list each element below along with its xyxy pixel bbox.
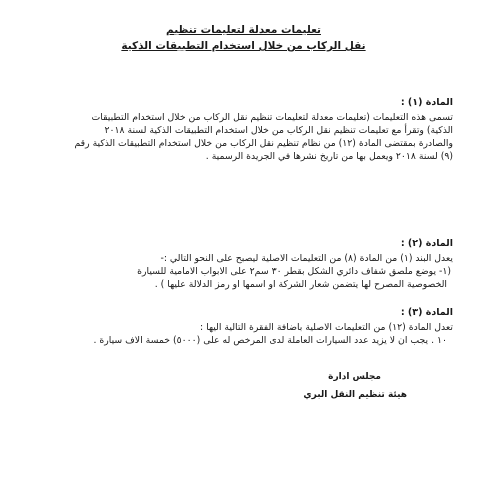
article-1-heading: المادة (١) : <box>400 97 453 108</box>
article-2-line-2: (١- يوضع ملصق شفاف دائري الشكل بقطر ٣٠ سم٢ على الابواب الامامية للسيارة <box>137 266 451 277</box>
signature-line-2: هيئة تنظيم النقل البري <box>303 390 407 400</box>
article-1-line-3: والصادرة بمقتضى المادة (١٢) من نظام تنظيم نقل الركاب من خلال استخدام التطبيقات الذكية رقم <box>74 138 453 149</box>
article-2-line-1: يعدل البند (١) من المادة (٨) من التعليمات الاصلية ليصبح على النحو التالي :- <box>160 253 453 264</box>
article-3 <box>28 307 453 347</box>
article-3-heading: المادة (٣) : <box>400 307 453 318</box>
signature-line-1: مجلس ادارة <box>328 372 381 382</box>
article-1-line-4: (٩) لسنة ٢٠١٨ ويعمل بها من تاريخ نشرها في الجريدة الرسمية . <box>205 151 453 162</box>
article-1-line-2: الذكية) وتقرأ مع تعليمات تنظيم نقل الركاب من خلال استخدام التطبيقات الذكية لسنة ٢٠١٨ <box>104 125 453 136</box>
article-1-line-1: تسمى هذه التعليمات (تعليمات معدلة لتعليمات تنظيم نقل الركاب من خلال استخدام التطبيقات <box>91 112 453 123</box>
article-2 <box>28 238 453 291</box>
article-2-line-3: الخصوصية المصرح لها يتضمن شعار الشركة او اسمها او رمز الدلالة عليها ) . <box>154 279 447 290</box>
article-1 <box>28 97 453 163</box>
article-3-line-2: ١٠ . يجب ان لا يزيد عدد السيارات العاملة لدى المرخص له على (٥٠٠٠) خمسة الاف سيارة . <box>93 335 447 346</box>
article-3-line-1: تعدل المادة (١٢) من التعليمات الاصلية باضافة الفقرة التالية اليها : <box>200 322 453 333</box>
article-2-heading: المادة (٢) : <box>400 238 453 249</box>
document-title-line-2: نقل الركاب من خلال استخدام التطبيقات الذكية <box>121 40 366 52</box>
document-title-line-1: تعليمات معدلة لتعليمات تنظيم <box>166 24 321 36</box>
